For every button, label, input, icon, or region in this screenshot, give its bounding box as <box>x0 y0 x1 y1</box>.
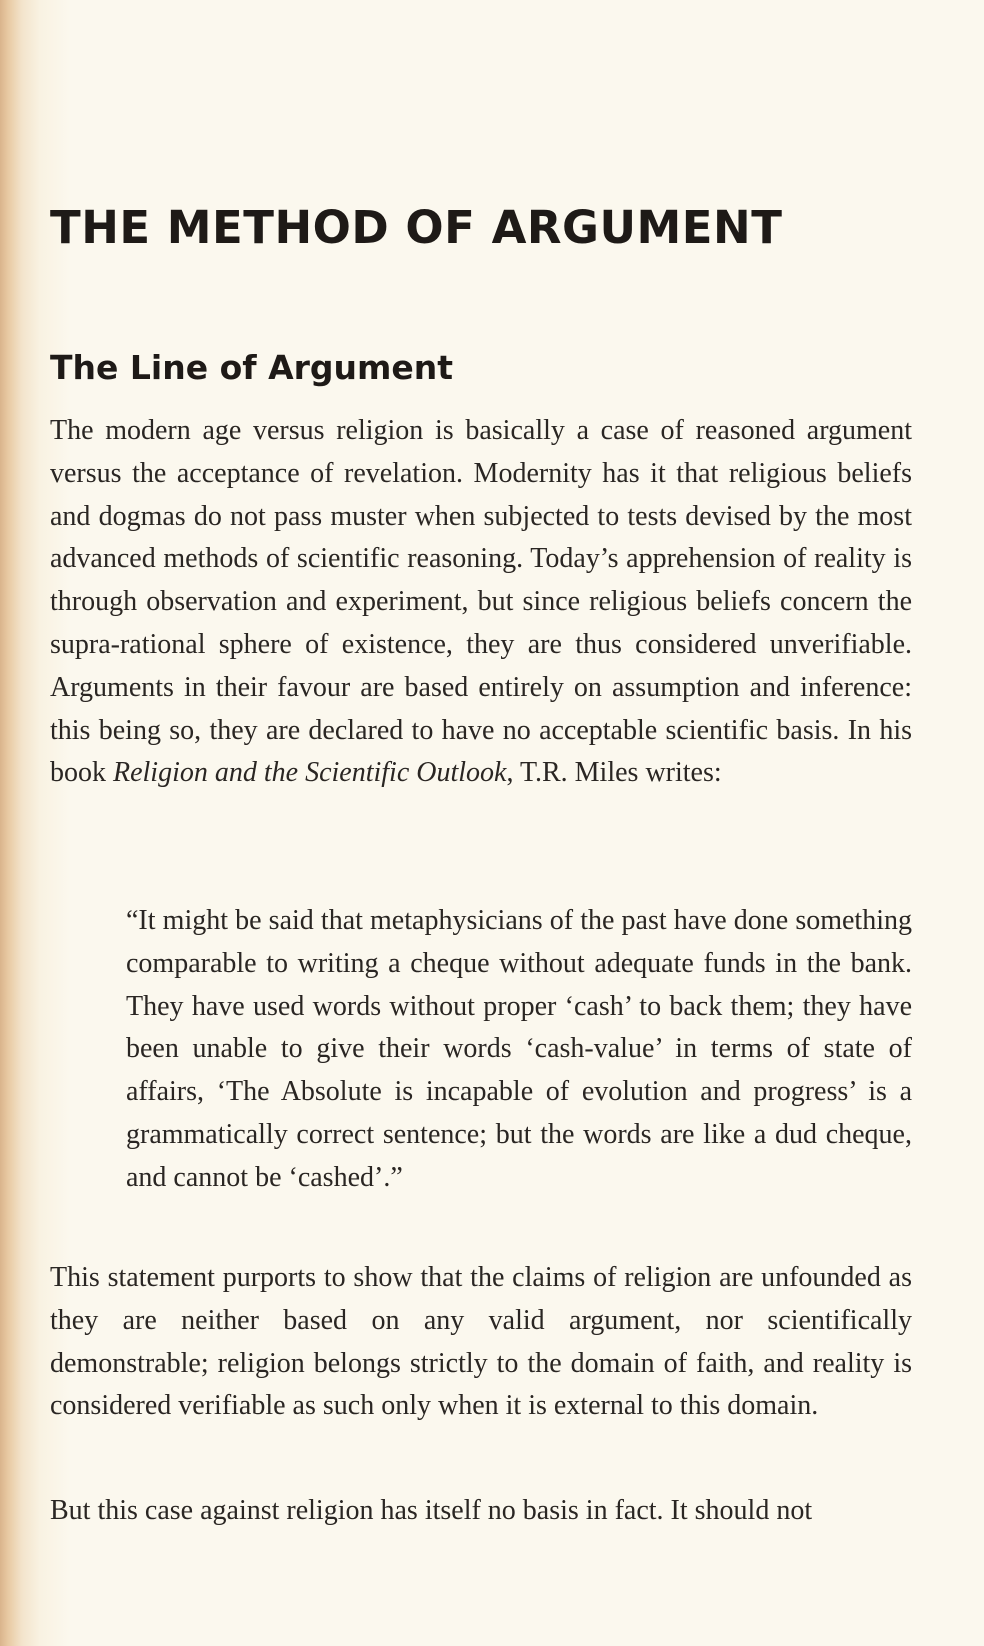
paragraph-1 <box>50 410 912 795</box>
chapter-title: THE METHOD OF ARGUMENT <box>50 201 783 254</box>
book-title: Religion and the Scientific Outlook <box>113 757 507 789</box>
paragraph-1-text: The modern age versus religion is basically a case of reasoned argument versus the acceptance of revelation. Modernity has it that religious beliefs and dogmas do not pass muster when subjected to tests devised by the most advanced methods of scientific reasoning. Today’s apprehension of reality is through observation and experiment, but since religious beliefs concern the supra-rational sphere of existence, they are thus considered unverifiable. Arguments in their favour are based entirely on assumption and inference: this being so, they are declared to have no acceptable scientific basis. In his book <box>50 415 912 789</box>
block-quote: “It might be said that metaphysicians of the past have done something comparable to writing a cheque without adequate funds in the bank. They have used words without proper ‘cash’ to back them; they have been unable to give their words ‘cash-value’ in terms of state of affairs, ‘The Absolute is incapable of evolution and progress’ is a grammatically correct sentence; but the words are like a dud cheque, and cannot be ‘cashed’.” <box>126 905 912 1193</box>
paragraph-2: This statement purports to show that the claims of religion are unfounded as they are neither based on any valid argument, nor scientifically demonstrable; religion belongs strictly to the domain of faith, and reality is considered verifiable as such only when it is external to this domain. <box>50 1262 912 1422</box>
paragraph-3: But this case against religion has itself no basis in fact. It should not <box>50 1495 813 1526</box>
section-title: The Line of Argument <box>50 348 454 387</box>
paragraph-1-text-end: , T.R. Miles writes: <box>506 757 722 789</box>
